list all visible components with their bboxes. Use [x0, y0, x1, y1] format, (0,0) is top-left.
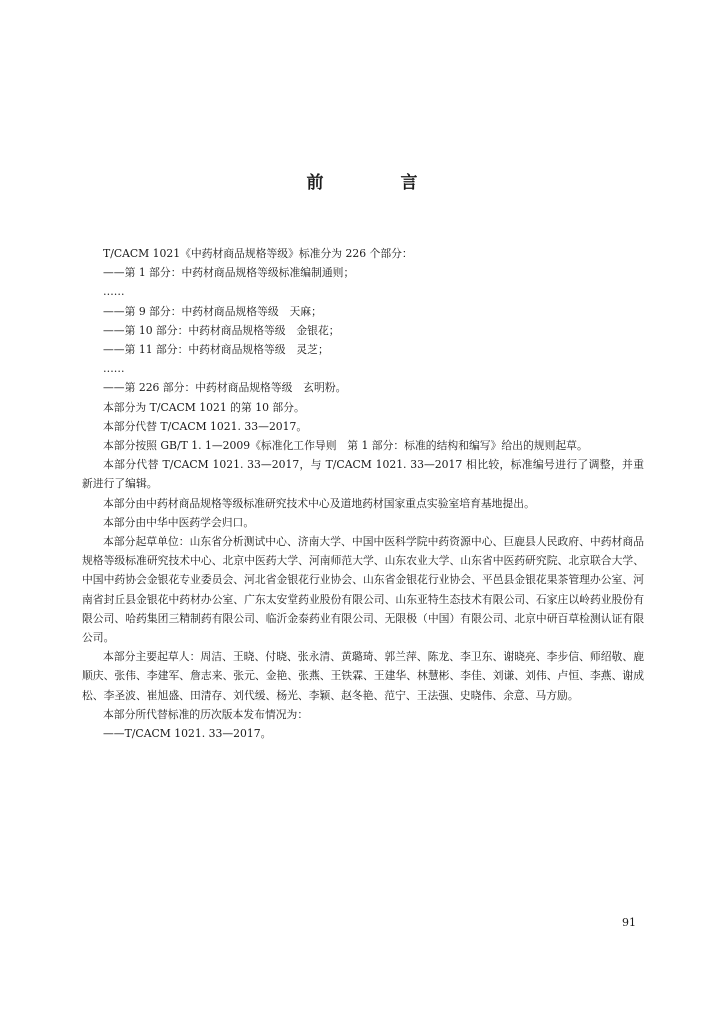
part-item-9: ——第 9 部分：中药材商品规格等级 天麻；	[103, 304, 322, 318]
parts-intro: T/CACM 1021《中药材商品规格等级》标准分为 226 个部分：	[103, 247, 413, 260]
proposed-by-statement: 本部分由中药材商品规格等级标准研究技术中心及道地药材国家重点实验室培育基地提出。	[103, 496, 535, 510]
is-part-statement: 本部分为 T/CACM 1021 的第 10 部分。	[103, 400, 305, 414]
page-title: 前 言	[306, 173, 448, 193]
changes-statement: 本部分代替 T/CACM 1021. 33—2017，与 T/CACM 1021. 33—2017 相比较，标准编号进行了调整，并重新进行了编辑。	[82, 458, 644, 491]
part-ellipsis: ……	[103, 362, 125, 376]
part-item-1: ——第 1 部分：中药材商品规格等级标准编制通则；	[103, 266, 355, 280]
page-number: 91	[622, 916, 636, 929]
drafting-units-paragraph: 本部分起草单位：山东省分析测试中心、济南大学、中国中医科学院中药资源中心、巨鹿县人民政府、中药材商品规格等级标准研究技术中心、北京中医药大学、河南师范大学、山东农业大学、山东省中医药研究院、北京联合大学、中国中药协会金银花专业委员会、河北省金银花行业协会、山东省金银花行业协会、平邑县金银花果茶管理办公室、河南省封丘县金银花中药材办公室、广东太安堂药业股份有限公司、山东亚特生态技术有限公司、石家庄以岭药业股份有限公司、哈药集团三精制药有限公司、临沂金泰药业有限公司、无限极（中国）有限公司、北京中研百草检测认证有限公司。	[82, 535, 644, 645]
part-item-11: ——第 11 部分：中药材商品规格等级 灵芝；	[103, 343, 329, 357]
history-intro: 本部分所代替标准的历次版本发布情况为：	[103, 707, 309, 721]
history-item: ——T/CACM 1021. 33—2017。	[103, 727, 272, 741]
part-item-226: ——第 226 部分：中药材商品规格等级 玄明粉。	[103, 381, 347, 395]
replaces-statement: 本部分代替 T/CACM 1021. 33—2017。	[103, 419, 308, 433]
drafting-rules-statement: 本部分按照 GB/T 1. 1—2009《标准化工作导则 第 1 部分：标准的结构和编写》给出的规则起草。	[103, 439, 588, 453]
drafters-paragraph: 本部分主要起草人：周洁、王晓、付晓、张永清、黄璐琦、郭兰萍、陈龙、李卫东、谢晓亮、李步信、师绍敬、鹿顺庆、张伟、李建军、詹志来、张元、金艳、张燕、王铁霖、王建华、林慧彬、李佳、刘谦、刘伟、卢恒、李燕、谢成松、李圣波、崔旭盛、田清存、刘代缓、杨光、李颖、赵冬艳、范宁、王法强、史晓伟、余意、马方励。	[82, 650, 644, 702]
managed-by-statement: 本部分由中华中医药学会归口。	[103, 515, 255, 529]
part-ellipsis: ……	[103, 285, 125, 299]
part-item-10: ——第 10 部分：中药材商品规格等级 金银花；	[103, 323, 340, 337]
foreword-body	[82, 244, 644, 743]
